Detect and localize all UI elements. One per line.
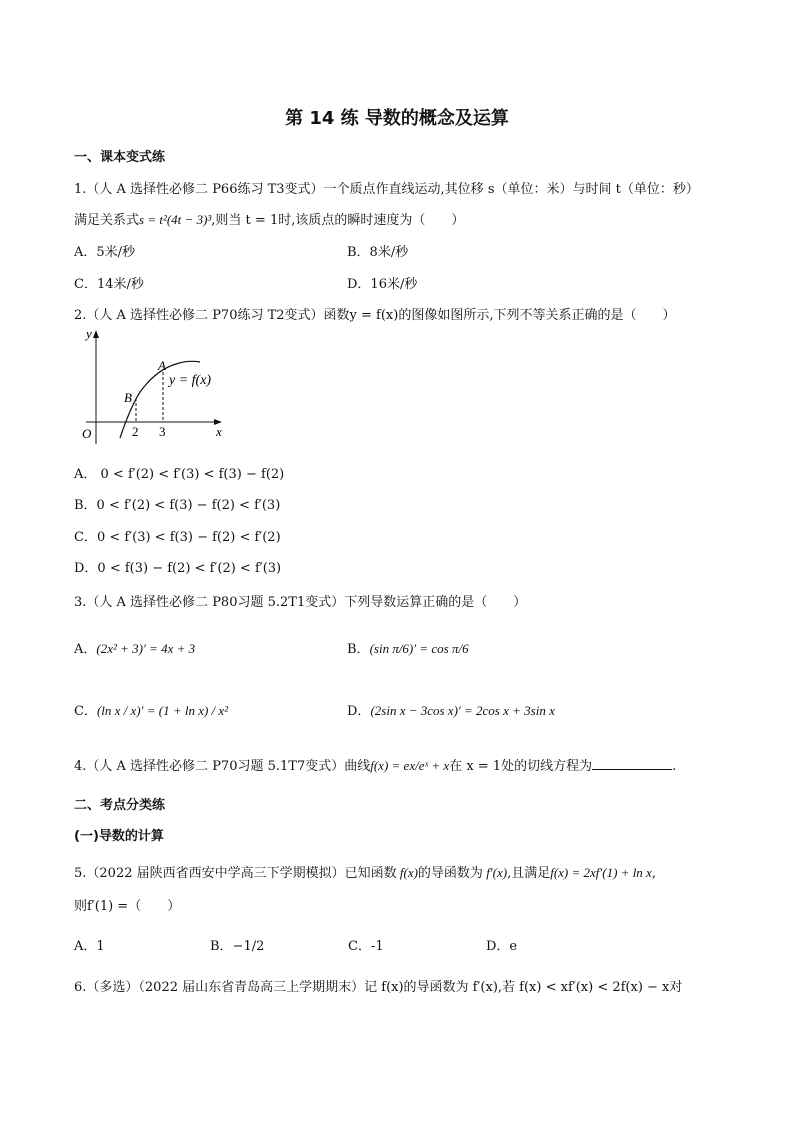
q3-option-b-expr: (sin π/6)′ = cos π/6 (369, 641, 469, 656)
q2-option-d[interactable]: D．0 < f(3) − f(2) < f′(2) < f′(3) (74, 561, 282, 576)
q3-option-b[interactable] (347, 638, 469, 657)
q2-option-c[interactable]: C．0 < f′(3) < f(3) − f(2) < f′(2) (74, 530, 281, 545)
q3-option-c-expr: (ln x / x)′ = (1 + ln x) / x² (96, 703, 229, 718)
q5-stem-pre: 5.（2022 届陕西省西安中学高三下学期模拟）已知函数 (74, 866, 397, 881)
tick-label-3: 3 (159, 424, 166, 439)
q3-option-a[interactable] (74, 638, 195, 657)
q2-option-b[interactable]: B．0 < f′(2) < f(3) − f(2) < f′(3) (74, 498, 281, 513)
function-graph (78, 326, 238, 450)
q5-fpx: f′(x) (482, 865, 508, 880)
q1-stem-line2 (74, 209, 464, 228)
q3-stem: 3.（人 A 选择性必修二 P80习题 5.2T1变式）下列导数运算正确的是（ ） (74, 595, 527, 610)
y-axis-arrow (93, 330, 99, 338)
q1-stem-post: ,则当 t = 1时,该质点的瞬时速度为（ ） (211, 213, 465, 228)
q4-stem-post: 在 x = 1处的切线方程为 (449, 759, 593, 774)
q5-stem-line1: 5.（2022 届陕西省西安中学高三下学期模拟）已知函数 f(x)的导函数为 f′(x),且满足f(x) = 2xf′(1) + ln x, (74, 865, 656, 881)
q1-stem-pre: 满足关系式 (74, 213, 140, 228)
q1-option-b[interactable]: B．8米/秒 (347, 245, 409, 260)
label-function: y = f(x) (169, 373, 212, 388)
q5-option-b[interactable]: B．−1/2 (210, 939, 265, 954)
q3-option-d[interactable] (347, 700, 555, 719)
section-heading-2: 二、考点分类练 (74, 798, 166, 813)
q5-fx: f(x) (396, 865, 418, 880)
q5-stem-post: ,且满足 (507, 866, 551, 881)
q3-option-b-label: B． (347, 642, 370, 657)
q5-option-c[interactable]: C．-1 (348, 939, 384, 954)
q5-condition: f(x) = 2xf′(1) + ln x (550, 865, 652, 880)
q2-stem: 2.（人 A 选择性必修二 P70练习 T2变式）函数y = f(x)的图像如图所示,下列不等关系正确的是（ ） (74, 308, 676, 323)
q2-option-a[interactable]: A． 0 < f′(2) < f′(3) < f(3) − f(2) (74, 467, 285, 482)
q4-formula: f(x) = ex/eˣ + x (370, 758, 450, 773)
q3-option-a-label: A． (74, 642, 97, 657)
q3-option-d-expr: (2sin x − 3cos x)′ = 2cos x + 3sin x (370, 703, 555, 718)
label-origin: O (82, 426, 92, 441)
q5-stem-mid: 的导函数为 (417, 866, 483, 881)
q4-answer-blank[interactable] (592, 757, 672, 770)
q6-stem: 6.（多选）（2022 届山东省青岛高三上学期期末）记 f(x)的导函数为 f′(x),若 f(x) < xf′(x) < 2f(x) − x对 (74, 980, 683, 995)
q1-option-d[interactable]: D．16米/秒 (347, 277, 418, 292)
label-y: y (86, 326, 92, 341)
label-point-a: A (158, 358, 166, 373)
section-heading-1: 一、课本变式练 (74, 150, 166, 165)
label-point-b: B (124, 390, 132, 405)
subsection-heading-1: (一)导数的计算 (74, 829, 164, 844)
q5-option-d[interactable]: D．e (486, 939, 518, 954)
page-title: 第 14 练 导数的概念及运算 (285, 108, 509, 129)
q3-option-d-label: D． (347, 704, 371, 719)
q4-stem-pre: 4.（人 A 选择性必修二 P70习题 5.1T7变式）曲线 (74, 759, 371, 774)
tick-label-2: 2 (132, 424, 139, 439)
q1-stem-line1: 1.（人 A 选择性必修二 P66练习 T3变式）一个质点作直线运动,其位移 s（单位：米）与时间 t（单位：秒） (74, 182, 699, 197)
q3-option-c[interactable] (74, 700, 228, 719)
label-x: x (216, 424, 222, 439)
q4-stem: 4.（人 A 选择性必修二 P70习题 5.1T7变式）曲线f(x) = ex/eˣ + x在 x = 1处的切线方程为 . (74, 758, 677, 774)
q1-formula: s = t²(4t − 3)³ (139, 212, 212, 227)
q1-option-a[interactable]: A．5米/秒 (74, 245, 136, 260)
q3-option-a-expr: (2x² + 3)′ = 4x + 3 (96, 641, 196, 656)
q5-option-a[interactable]: A．1 (74, 939, 105, 954)
q5-stem-line2: 则f′(1) =（ ） (74, 899, 181, 914)
q3-option-c-label: C． (74, 704, 97, 719)
q1-option-c[interactable]: C．14米/秒 (74, 277, 144, 292)
